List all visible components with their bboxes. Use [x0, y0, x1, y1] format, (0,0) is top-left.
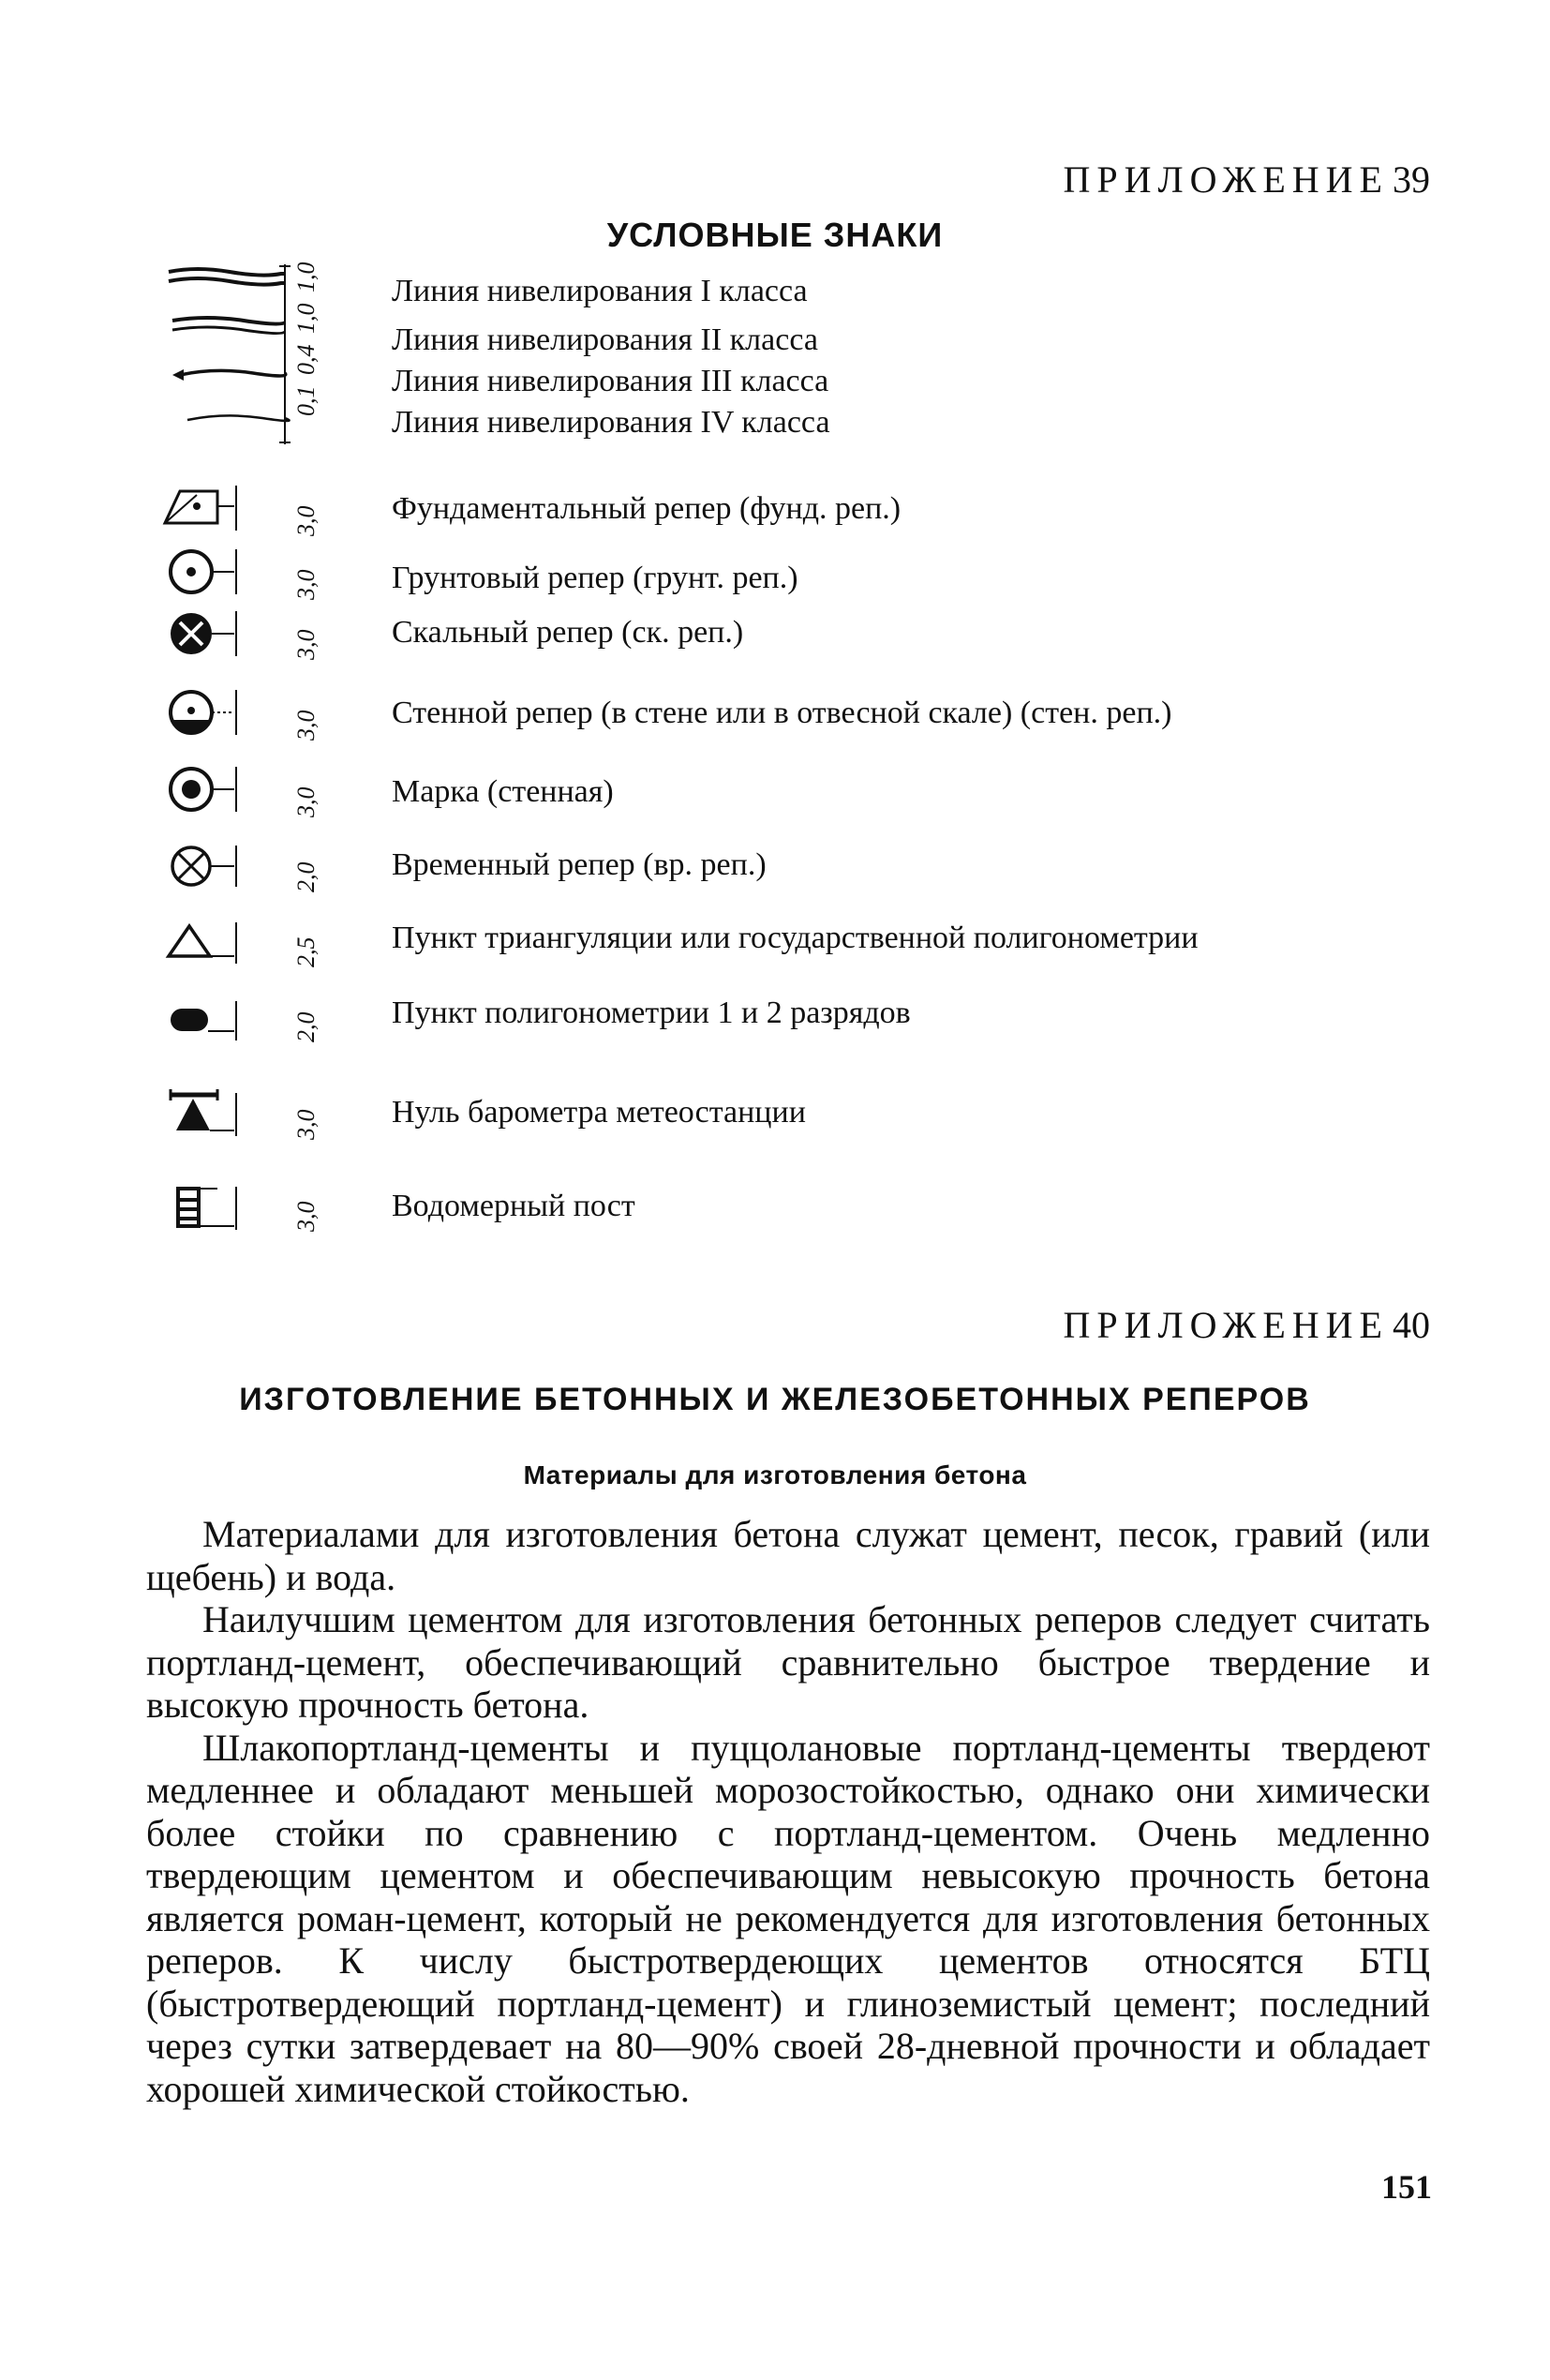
legend-row: [0, 992, 1550, 1048]
paragraph: Материалами для изготовления бетона служат цемент, песок, гравий (или щебень) и вода.: [146, 1513, 1430, 1598]
appendix-label: ПРИЛОЖЕНИЕ: [1063, 158, 1389, 201]
legend-label: Нуль барометра метеостанции: [392, 1095, 806, 1130]
wall-mark-icon: [159, 759, 356, 825]
page-number: 151: [1381, 2168, 1432, 2206]
leveling-line-3-label: Линия нивелирования III класса: [392, 364, 829, 398]
legend-row: [0, 917, 1550, 973]
legend-label: Водомерный пост: [392, 1189, 635, 1223]
dimension-label: 3,0: [292, 569, 320, 600]
legend-row: [0, 842, 1550, 898]
dimension-label: 3,0: [292, 629, 320, 660]
legend-label: Стенной репер (в стене или в отвесной скале) (стен. реп.): [392, 696, 1172, 730]
temporary-benchmark-icon: [159, 836, 356, 902]
appendix-number: 39: [1393, 158, 1430, 201]
body-text: [146, 1513, 1430, 2110]
paragraph: Наилучшим цементом для изготовления бетонных реперов следует считать портланд-цемент, обеспечивающий сравнительно быстрое твердение и высокую прочность бетона.: [146, 1598, 1430, 1726]
legend-row: [0, 487, 1550, 544]
fundamental-benchmark-icon: [159, 478, 356, 544]
appendix-39-heading: [1063, 157, 1430, 202]
leveling-line-1-label: Линия нивелирования I класса: [392, 274, 808, 308]
legend-row: [0, 690, 1550, 746]
appendix-label: ПРИЛОЖЕНИЕ: [1063, 1304, 1389, 1346]
dimension-label: 2,0: [292, 1011, 320, 1042]
rock-benchmark-icon: [159, 604, 356, 669]
legend-title: УСЛОВНЫЕ ЗНАКИ: [606, 216, 944, 254]
leveling-lines-group: [0, 261, 1550, 457]
legend-label: Скальный репер (ск. реп.): [392, 615, 744, 650]
dimension-label: 2,0: [292, 861, 320, 892]
dimension-label: 3,0: [292, 1109, 320, 1140]
leveling-line-4-label: Линия нивелирования IV класса: [392, 405, 830, 440]
appendix-40-heading: [1063, 1303, 1430, 1347]
legend-label: Пункт триангуляции или государственной полигонометрии: [392, 921, 1199, 955]
dimension-label: 2,5: [292, 936, 320, 967]
dimension-label: 3,0: [292, 1201, 320, 1232]
legend-label: Пункт полигонометрии 1 и 2 разрядов: [392, 995, 911, 1030]
concrete-benchmarks-title: ИЗГОТОВЛЕНИЕ БЕТОННЫХ И ЖЕЛЕЗОБЕТОННЫХ РЕПЕРОВ: [239, 1382, 1311, 1417]
legend-label: Грунтовый репер (грунт. реп.): [392, 561, 798, 595]
barometer-zero-icon: [159, 1082, 356, 1147]
water-gauge-icon: [159, 1175, 356, 1241]
paragraph: Шлакопортланд-цементы и пуццолановые портланд-цементы твердеют медленнее и обладают меньшей морозостойкостью, однако они химически более стойки по сравнению с портланд-цементом. Очень медленно твердеющим цементом и обеспечивающим невысокую прочность бетона является роман-цемент, который не рекомендуется для изготовления бетонных реперов. К числу быстротвердеющих цементов относятся БТЦ (быстротвердеющий портланд-цемент) и глиноземистый цемент; последний через сутки затвердевает на 80—90% своей 28-дневной прочности и обладает хорошей химической стойкостью.: [146, 1726, 1430, 2110]
polygonometry-point-icon: [159, 990, 356, 1055]
legend-row: [0, 765, 1550, 821]
dimension-label: 3,0: [292, 786, 320, 817]
legend-label: Временный репер (вр. реп.): [392, 847, 767, 882]
dimension-label: 3,0: [292, 505, 320, 536]
dimension-label: 1,0: [292, 262, 320, 292]
dimension-label: 0,4: [292, 344, 320, 375]
legend-row: [0, 549, 1550, 606]
leveling-line-2-label: Линия нивелирования II класса: [392, 322, 818, 357]
dimension-label: 3,0: [292, 710, 320, 741]
triangulation-point-icon: [159, 913, 356, 979]
dimension-label: 0,1: [292, 385, 320, 416]
legend-label: Марка (стенная): [392, 774, 614, 809]
materials-subtitle: Материалы для изготовления бетона: [523, 1460, 1027, 1489]
leveling-dimensions: [292, 262, 330, 448]
legend-row: [0, 1185, 1550, 1241]
wall-benchmark-icon: [159, 682, 356, 748]
legend-row: [0, 611, 1550, 667]
legend-row: [0, 1091, 1550, 1147]
soil-benchmark-icon: [159, 542, 356, 607]
legend-label: Фундаментальный репер (фунд. реп.): [392, 491, 902, 526]
appendix-number: 40: [1393, 1304, 1430, 1346]
dimension-label: 1,0: [292, 303, 320, 334]
